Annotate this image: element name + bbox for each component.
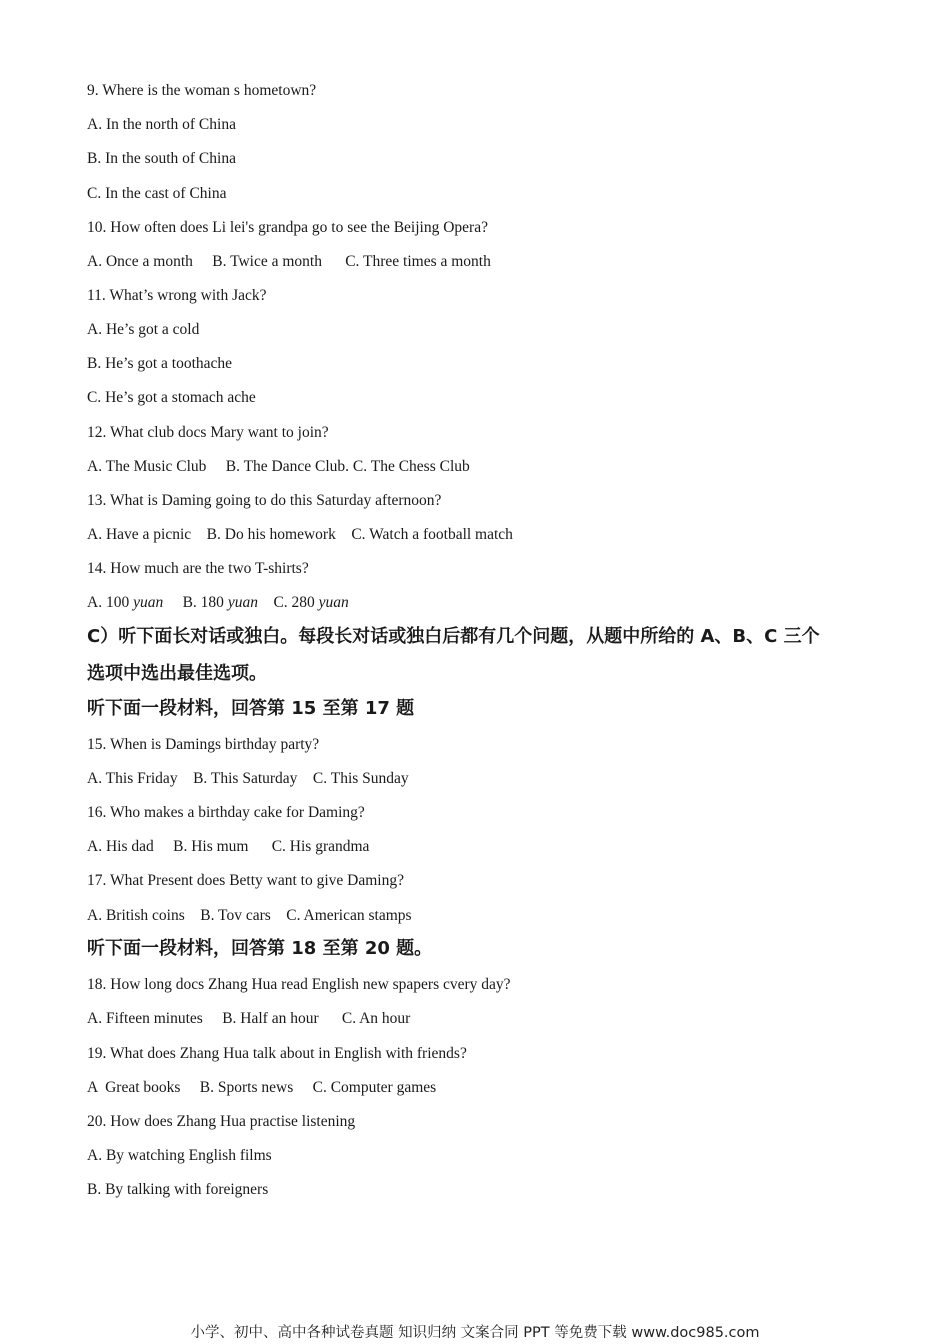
option-13c: C. Watch a football match: [351, 526, 513, 543]
section-c-instruction-cont: 选项中选出最佳选项。: [87, 663, 267, 684]
option-18c: C. An hour: [341, 1010, 411, 1027]
question-15: 15. When is Damings birthday party?: [87, 736, 320, 753]
options-13: [87, 525, 513, 545]
option-20a: A. By watching English films: [87, 1147, 272, 1164]
option-18b: B. Half an hour: [222, 1010, 319, 1027]
question-13: 13. What is Daming going to do this Saturday afternoon?: [87, 492, 442, 509]
option-12b: B. The Dance Club.: [225, 458, 350, 475]
unit-yuan: yuan: [133, 594, 164, 611]
option-11a: A. He’s got a cold: [87, 321, 200, 338]
option-19a: A Great books: [87, 1079, 181, 1096]
option-11b: B. He’s got a toothache: [87, 355, 233, 372]
options-15: [87, 769, 409, 789]
option-11c: C. He’s got a stomach ache: [87, 389, 256, 406]
option-18a: A. Fifteen minutes: [87, 1010, 203, 1027]
unit-yuan: yuan: [227, 594, 258, 611]
option-15a: A. This Friday: [87, 770, 178, 787]
options-16: [87, 837, 369, 857]
option-10b: B. Twice a month: [212, 253, 322, 270]
question-12: 12. What club docs Mary want to join?: [87, 424, 329, 441]
option-16a: A. His dad: [87, 838, 154, 855]
options-17: [87, 906, 412, 926]
option-12a: A. The Music Club: [87, 458, 207, 475]
option-14b: B. 180: [182, 594, 224, 611]
option-9b: B. In the south of China: [87, 150, 236, 167]
option-12c: C. The Chess Club: [352, 458, 470, 475]
options-10: [87, 252, 491, 272]
option-16c: C. His grandma: [271, 838, 370, 855]
question-17: 17. What Present does Betty want to give Daming?: [87, 872, 404, 889]
unit-yuan: yuan: [318, 594, 349, 611]
option-17b: B. Tov cars: [200, 907, 271, 924]
question-10: 10. How often does Li lei's grandpa go to see the Beijing Opera?: [87, 219, 488, 236]
option-14c: C. 280: [273, 594, 315, 611]
question-16: 16. Who makes a birthday cake for Daming?: [87, 804, 365, 821]
option-19b: B. Sports news: [199, 1079, 294, 1096]
question-14: 14. How much are the two T-shirts?: [87, 560, 309, 577]
option-9a: A. In the north of China: [87, 116, 236, 133]
option-19c: C. Computer games: [312, 1079, 437, 1096]
option-17a: A. British coins: [87, 907, 185, 924]
group-heading-18-20: 听下面一段材料，回答第 18 至第 20 题。: [87, 938, 433, 959]
option-13a: A. Have a picnic: [87, 526, 192, 543]
option-20b: B. By talking with foreigners: [87, 1181, 269, 1198]
section-c-instruction: C）听下面长对话或独白。每段长对话或独白后都有几个问题，从题中所给的 A、B、C 三个: [87, 626, 820, 647]
question-19: 19. What does Zhang Hua talk about in English with friends?: [87, 1045, 467, 1062]
group-heading-15-17: 听下面一段材料，回答第 15 至第 17 题: [87, 698, 415, 719]
option-14a: A. 100: [87, 594, 130, 611]
options-14: [87, 593, 349, 613]
option-16b: B. His mum: [173, 838, 249, 855]
option-10a: A. Once a month: [87, 253, 193, 270]
option-10c: C. Three times a month: [345, 253, 491, 270]
question-11: 11. What’s wrong with Jack?: [87, 287, 267, 304]
option-17c: C. American stamps: [286, 907, 412, 924]
question-9: 9. Where is the woman s hometown?: [87, 82, 317, 99]
option-13b: B. Do his homework: [206, 526, 336, 543]
options-19: [87, 1078, 436, 1098]
question-18: 18. How long docs Zhang Hua read English new spapers cvery day?: [87, 976, 511, 993]
options-12: [87, 457, 470, 477]
option-15b: B. This Saturday: [193, 770, 298, 787]
option-9c: C. In the cast of China: [87, 185, 227, 202]
question-20: 20. How does Zhang Hua practise listening: [87, 1113, 356, 1130]
options-18: [87, 1009, 410, 1029]
option-15c: C. This Sunday: [312, 770, 409, 787]
page-footer: 小学、初中、高中各种试卷真题 知识归纳 文案合同 PPT 等免费下载 www.doc985.com: [190, 1325, 760, 1341]
